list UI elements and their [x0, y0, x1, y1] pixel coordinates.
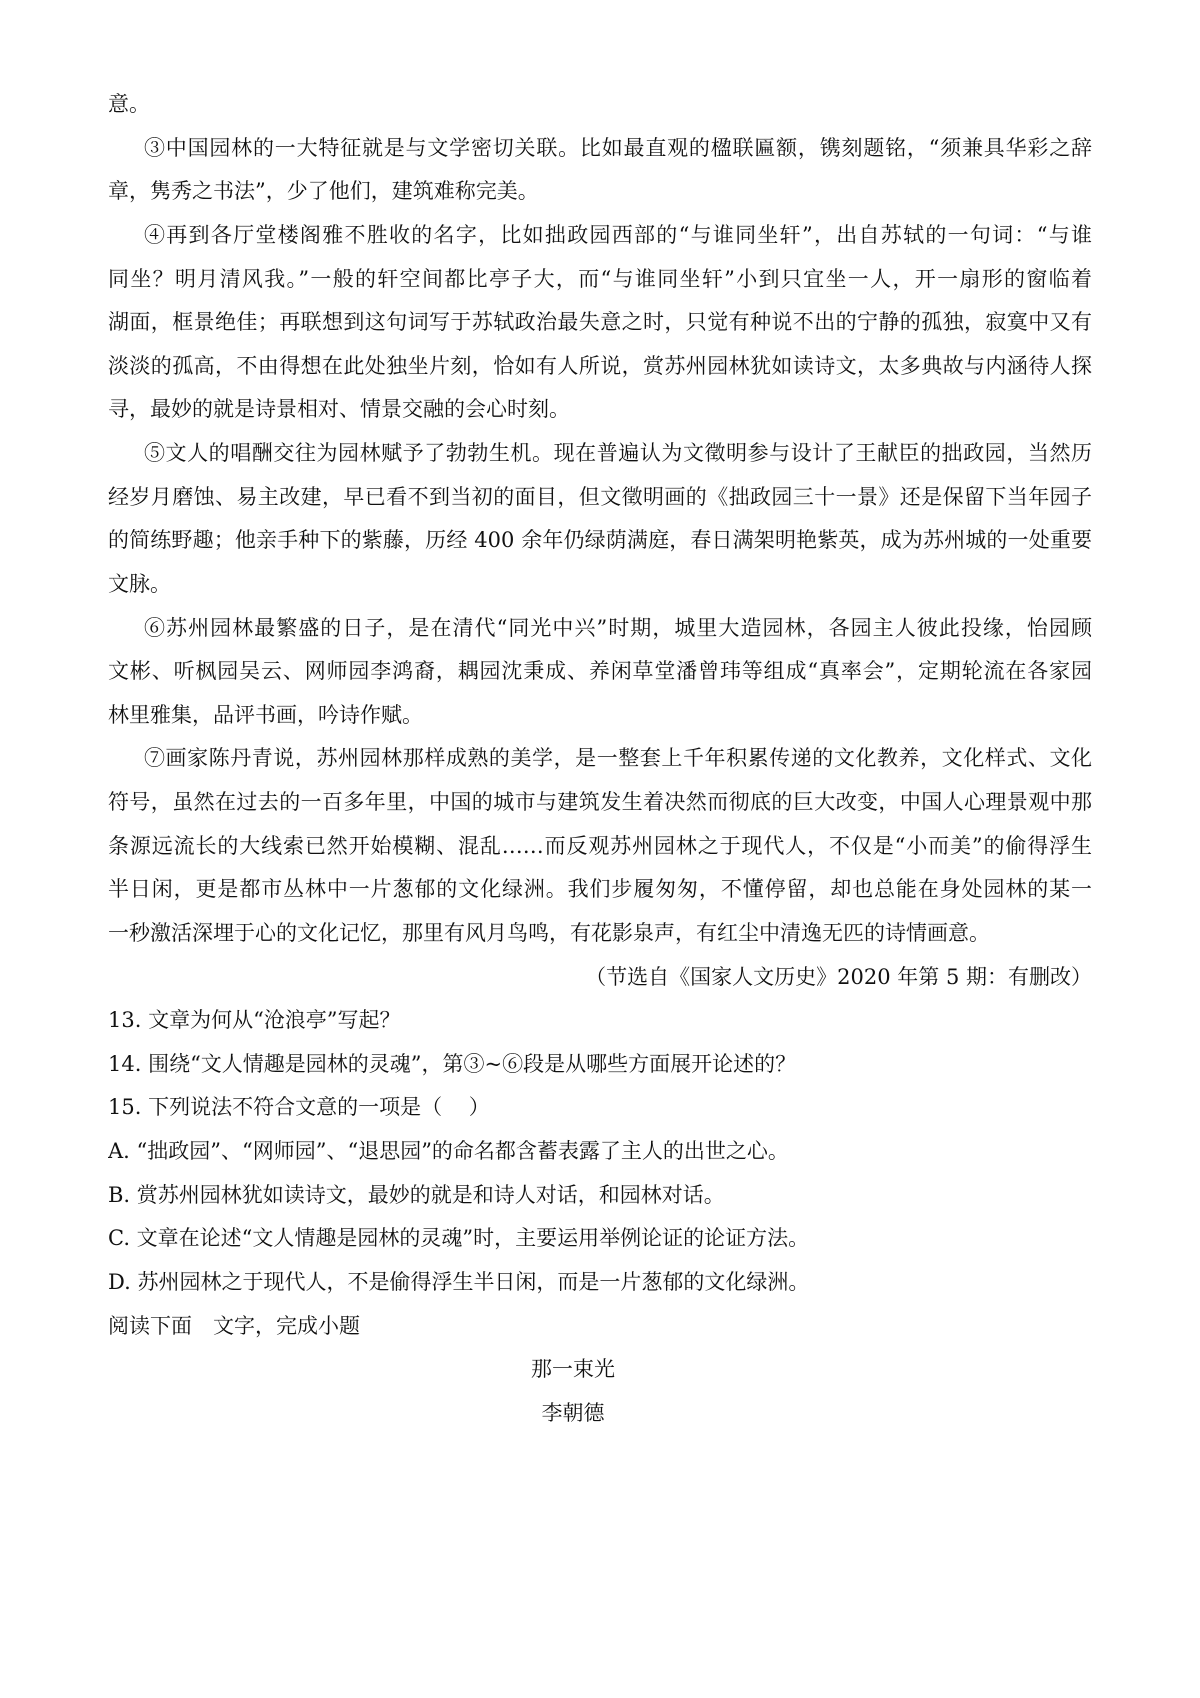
paragraph-line: ⑤文人的唱酬交往为园林赋予了勃勃生机。现在普遍认为文徵明参与设计了王献臣的拙政园，当然历: [144, 441, 1092, 465]
paragraph-6: [108, 607, 1092, 738]
paragraph-line: 文彬、听枫园吴云、网师园李鸿裔，耦园沈秉成、养闲草堂潘曾玮等组成“真率会”，定期轮流在各家园: [108, 659, 1092, 684]
paragraph-line: ③中国园林的一大特征就是与文学密切关联。比如最直观的楹联匾额，镌刻题铭，“须兼具华彩之辞: [144, 135, 1092, 160]
option-b: B. 赏苏州园林犹如读诗文，最妙的就是和诗人对话，和园林对话。: [108, 1182, 725, 1207]
reading-instruction: 阅读下面 文字，完成小题: [108, 1313, 360, 1338]
paragraph-line: 符号，虽然在过去的一百多年里，中国的城市与建筑发生着决然而彻底的巨大改变，中国人心理景观中那: [108, 790, 1092, 814]
paragraph-3: [108, 127, 1092, 214]
paragraph-5: [108, 432, 1092, 607]
paragraph-line: 条源远流长的大线索已然开始模糊、混乱……而反观苏州园林之于现代人，不仅是“小而美”的偷得浮生: [108, 833, 1092, 858]
paragraph-7: [108, 737, 1092, 955]
paragraph-line: ⑦画家陈丹青说，苏州园林那样成熟的美学，是一整套上千年积累传递的文化教养，文化样式、文化: [144, 746, 1092, 771]
paragraph-4: [108, 214, 1092, 432]
question-14: 14. 围绕“文人情趣是园林的灵魂”，第③~⑥段是从哪些方面展开论述的？: [108, 1051, 797, 1076]
paragraph-line: 章，隽秀之书法”，少了他们，建筑难称完美。: [108, 179, 539, 204]
paragraph-line: ④再到各厅堂楼阁雅不胜收的名字，比如拙政园西部的“与谁同坐轩”，出自苏轼的一句词：“与谁: [144, 222, 1092, 247]
question-13: 13. 文章为何从“沧浪亭”写起？: [108, 1008, 401, 1033]
source-citation: （节选自《国家人文历史》2020 年第 5 期：有删改）: [585, 964, 1092, 989]
paragraph-fragment: 意。: [108, 92, 150, 116]
paragraph-line: 同坐？明月清风我。”一般的轩空间都比亭子大，而“与谁同坐轩”小到只宜坐一人，开一扇形的窗临着: [108, 266, 1092, 291]
document-body: [108, 83, 1092, 1435]
paragraph-line: 文脉。: [108, 571, 171, 596]
paragraph-line: 经岁月磨蚀、易主改建，早已看不到当初的面目，但文徵明画的《拙政园三十一景》还是保留下当年园子: [108, 484, 1092, 509]
question-list: [108, 999, 1092, 1304]
question-15: 15. 下列说法不符合文意的一项是（ ）: [108, 1095, 490, 1120]
option-d: D. 苏州园林之于现代人，不是偷得浮生半日闲，而是一片葱郁的文化绿洲。: [108, 1269, 810, 1294]
paragraph-line: 湖面，框景绝佳；再联想到这句词写于苏轼政治最失意之时，只觉有种说不出的宁静的孤独，寂寞中又有: [108, 310, 1092, 335]
paragraph-line: ⑥苏州园林最繁盛的日子，是在清代“同光中兴”时期，城里大造园林，各园主人彼此投缘，怡园顾: [144, 615, 1092, 640]
paragraph-line: 半日闲，更是都市丛林中一片葱郁的文化绿洲。我们步履匆匆，不懂停留，却也总能在身处园林的某一: [108, 877, 1092, 902]
paragraph-line: 林里雅集，品评书画，吟诗作赋。: [108, 702, 423, 727]
paragraph-line: 淡淡的孤高，不由得想在此处独坐片刻，恰如有人所说，赏苏州园林犹如读诗文，太多典故与内涵待人探: [108, 353, 1092, 378]
option-a: A. “拙政园”、“网师园”、“退思园”的命名都含蓄表露了主人的出世之心。: [108, 1139, 789, 1163]
paragraph-line: 寻，最妙的就是诗景相对、情景交融的会心时刻。: [108, 397, 570, 422]
paragraph-line: 的简练野趣；他亲手种下的紫藤，历经 400 余年仍绿荫满庭，春日满架明艳紫英，成为苏州城的一处重要: [108, 528, 1092, 553]
option-c: C. 文章在论述“文人情趣是园林的灵魂”时，主要运用举例论证的论证方法。: [108, 1226, 810, 1251]
article-author: 李朝德: [541, 1400, 605, 1425]
article-title: 那一束光: [531, 1357, 615, 1382]
paragraph-line: 一秒激活深埋于心的文化记忆，那里有风月鸟鸣，有花影泉声，有红尘中清逸无匹的诗情画意。: [108, 920, 990, 945]
